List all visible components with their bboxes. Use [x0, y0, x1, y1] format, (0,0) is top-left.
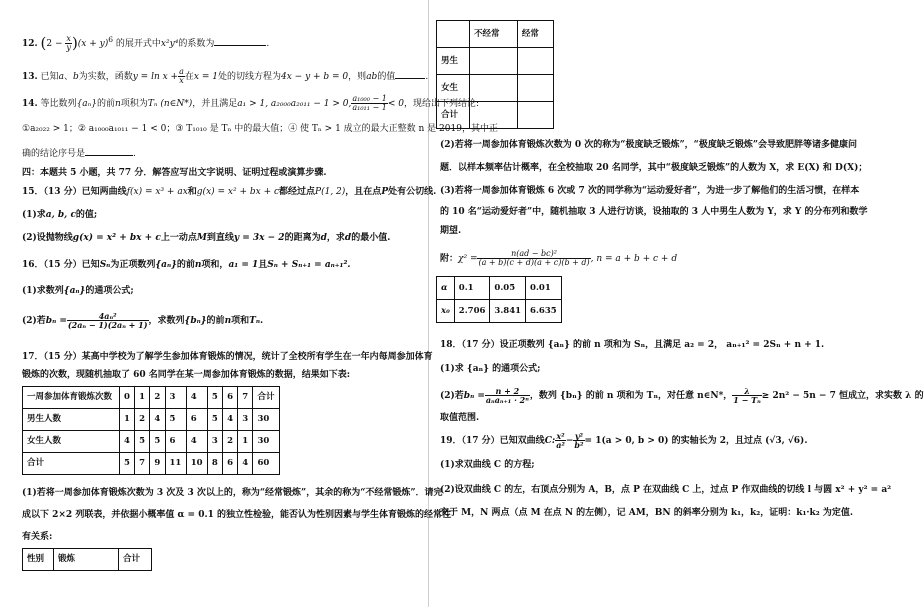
q19-part-2-line-1: (2)设双曲线 C 的左，右顶点分别为 A，B，点 P 在双曲线 C 上，过点 P 作双曲线的切线 l 与圆 x² + y² = a² — [440, 485, 892, 495]
question-13: 13. 已知a、b为实数，函数y = ln x + $\frac{a}{x}$ 在x = 1处的切线方程为4x − y + b = 0，则ab的值 . — [22, 67, 429, 85]
q17-part-3-line-3: 期望. — [440, 226, 462, 236]
table-row: x₀ 2.706 3.841 6.635 — [437, 300, 562, 323]
table-row: 女生人数 4 5 5 6 4 3 2 1 30 — [23, 431, 280, 453]
input-cell[interactable] — [517, 102, 553, 129]
q14-fraction: $\frac{\text{a₁₀₀₀ − 1}}{\text{a₁₀₁₁ − 1}}$ — [352, 94, 387, 112]
critical-value-table — [436, 276, 562, 323]
q12-exponent: 6 — [108, 34, 114, 44]
q18-part-2: (2)若bₙ = $\frac{n + 2}{\text{aₙaₙ₊₁ · 2ⁿ}}$ ，数列 {bₙ} 的前 n 项和为 Tₙ，对任意 n∈N*， $\frac{\lambda}{\text{1 − Tₙ}}$ ≥ 2n² − 5n − 7 恒成立，求实数 λ 的 — [440, 386, 924, 405]
q13-answer-blank[interactable] — [395, 70, 425, 79]
q16-part-2: (2)若bₙ = $\frac{\text{4aₙ²}}{\text{(2aₙ − 1)(2aₙ + 1)}}$ ，求数列{bₙ}的前n项和Tₙ. — [22, 311, 264, 330]
q13-number: 13. — [22, 72, 38, 82]
q17-part-1-line-3: 有关系: — [22, 532, 53, 542]
q12-number: 12. — [22, 38, 38, 49]
q16-part-1: (1)求数列{aₙ}的通项公式; — [22, 286, 134, 296]
q17-part-1-line-1: (1)若将一周参加体育锻炼次数为 3 次及 3 次以上的，称为“经常锻炼”，其余的称为“不经常锻炼”．请完 — [22, 488, 443, 498]
table-row: 合计 — [437, 102, 554, 129]
q14-number: 14. — [22, 99, 38, 109]
q16-fraction: $\frac{\text{4aₙ²}}{\text{(2aₙ − 1)(2aₙ + 1)}}$ — [67, 311, 148, 330]
table-header-row: 一周参加体育锻炼次数 0 1 2 3 4 5 6 7 合计 — [23, 387, 280, 409]
question-14: 14. 等比数列{aₙ}的前n项积为Tₙ (n∈N*)，并且满足a₁ > 1, a₂₀₀₀a₂₀₁₁ − 1 > 0, $\frac{\text{a₁₀₀₀ − 1}}{\text{a₁₀₁₁ − 1}}$ < 0，现给出下列结论: — [22, 94, 480, 112]
q17-part-1-line-2: 成以下 2×2 列联表，并依据小概率值 α = 0.1 的独立性检验，能否认为性别因素与学生体育锻炼的经常性 — [22, 510, 451, 520]
q17-part-2-line-2: 题．以样本频率估计概率，在全校抽取 20 名同学，其中“极度缺乏锻炼”的人数为 X，求 E(X) 和 D(X)； — [440, 163, 868, 173]
q17-part-3-line-2: 的 10 名“运动爱好者”中，随机抽取 3 人进行访谈，设抽取的 3 人中男生人数为 Y，求 Y 的分布列和数学 — [440, 207, 868, 217]
question-19: 19．（17 分）已知双曲线C: $\frac{\text{x²}}{\text{a²}}$ − $\frac{\text{y²}}{\text{b²}}$ = 1(a > 0, b > 0) 的实轴长为 2，且过点 (√3, √6). — [440, 431, 808, 450]
q12-const: 2 — [46, 38, 53, 49]
q12-binomial: (x + y) — [77, 38, 109, 49]
frequency-table — [22, 386, 280, 475]
table-row: α 0.1 0.05 0.01 — [437, 277, 562, 300]
input-cell[interactable] — [470, 75, 518, 102]
q14-answer-blank[interactable] — [85, 147, 133, 156]
input-cell[interactable] — [517, 75, 553, 102]
right-column — [436, 0, 924, 607]
q17-part-3-line-1: (3)若将一周参加体育锻炼 6 次或 7 次的同学称为“运动爱好者”，为进一步了解他们的生活习惯，在样本 — [440, 186, 860, 196]
table-header-row: 性别 锻炼 合计 — [23, 549, 152, 571]
q12-answer-blank[interactable] — [214, 37, 266, 46]
q15-part-1: (1)求a, b, c的值; — [22, 210, 98, 220]
q12-text-2: 的系数为 — [178, 38, 215, 49]
q18-part-2-cont: 取值范围. — [440, 413, 480, 423]
q17-part-2-line-1: (2)若将一周参加体育锻炼次数为 0 次的称为“极度缺乏锻炼”，“极度缺乏锻炼”会导致肥胖等诸多健康问 — [440, 140, 858, 150]
question-15: 15．（13 分）已知两曲线f(x) = x³ + ax和g(x) = x² + bx + c都经过点P(1, 2)，且在点P处有公切线. — [22, 187, 437, 197]
input-cell[interactable] — [470, 102, 518, 129]
table-header-row: 不经常 经常 — [437, 21, 554, 48]
table-row: 男生 — [437, 48, 554, 75]
q14-answer-line: 确的结论序号是 . — [22, 149, 136, 159]
question-16: 16．（15 分）已知Sₙ为正项数列{aₙ}的前n项和，a₁ = 1且Sₙ + Sₙ₊₁ = aₙ₊₁². — [22, 260, 351, 270]
table-row: 女生 — [437, 75, 554, 102]
q12-term: x²y⁴ — [160, 38, 179, 49]
section-4-heading: 四：本题共 5 小题，共 77 分．解答应写出文字说明、证明过程或演算步骤. — [22, 168, 327, 178]
q18-part-1: (1)求 {aₙ} 的通项公式; — [440, 364, 541, 374]
contingency-table-header — [22, 548, 152, 571]
input-cell[interactable] — [517, 48, 553, 75]
q13-fraction: $\frac{a}{x}$ — [179, 67, 184, 85]
q12-lparen: ( — [40, 34, 47, 52]
input-cell[interactable] — [470, 48, 518, 75]
contingency-table — [436, 20, 554, 129]
q12-text: 的展开式中 — [115, 38, 161, 49]
question-17-line-2: 锻炼的次数，现随机抽取了 60 名同学在某一周参加体育锻炼的数据，结果如下表: — [22, 370, 351, 380]
table-row: 男生人数 1 2 4 5 6 5 4 3 30 — [23, 409, 280, 431]
q19-part-1: (1)求双曲线 C 的方程; — [440, 460, 535, 470]
question-18: 18．（17 分）设正项数列 {aₙ} 的前 n 项和为 Sₙ，且满足 a₂ = 2， aₙ₊₁² = 2Sₙ + n + 1. — [440, 340, 825, 350]
q14-statements: ①a₂₀₂₂ > 1；② a₁₀₀₀a₁₀₁₁ − 1 < 0；③ T₁₀₁₀ 是 Tₙ 中的最大值；④ 使 Tₙ > 1 成立的最大正整数 n 是 2019，其中正 — [22, 124, 498, 134]
q19-part-2-line-2: 交于 M，N 两点（点 M 在点 N 的左侧），记 AM，BN 的斜率分别为 k₁，k₂，证明：k₁·k₂ 为定值. — [440, 508, 853, 518]
q15-part-2: (2)设抛物线g(x) = x² + bx + c上一动点M到直线y = 3x − 2的距离为d，求d的最小值. — [22, 233, 391, 243]
chi-square-formula: 附：χ² = $\frac{\text{n(ad − bc)²}}{(a + b)(c + d)(a + c)(b + d)}$ , n = a + b + c + d — [440, 249, 678, 267]
table-row: 合计 5 7 9 11 10 8 6 4 60 — [23, 453, 280, 475]
q12-fraction: $\frac{x}{y}$ — [66, 33, 71, 52]
question-12: 12. (2 − $\frac{x}{y}$ )$(x + y)^6$ 的展开式中x²y⁴的系数为 . — [22, 33, 270, 52]
question-17-line-1: 17．（15 分）某高中学校为了解学生参加体育锻炼的情况，统计了全校所有学生在一年内每周参加体育 — [22, 352, 433, 362]
